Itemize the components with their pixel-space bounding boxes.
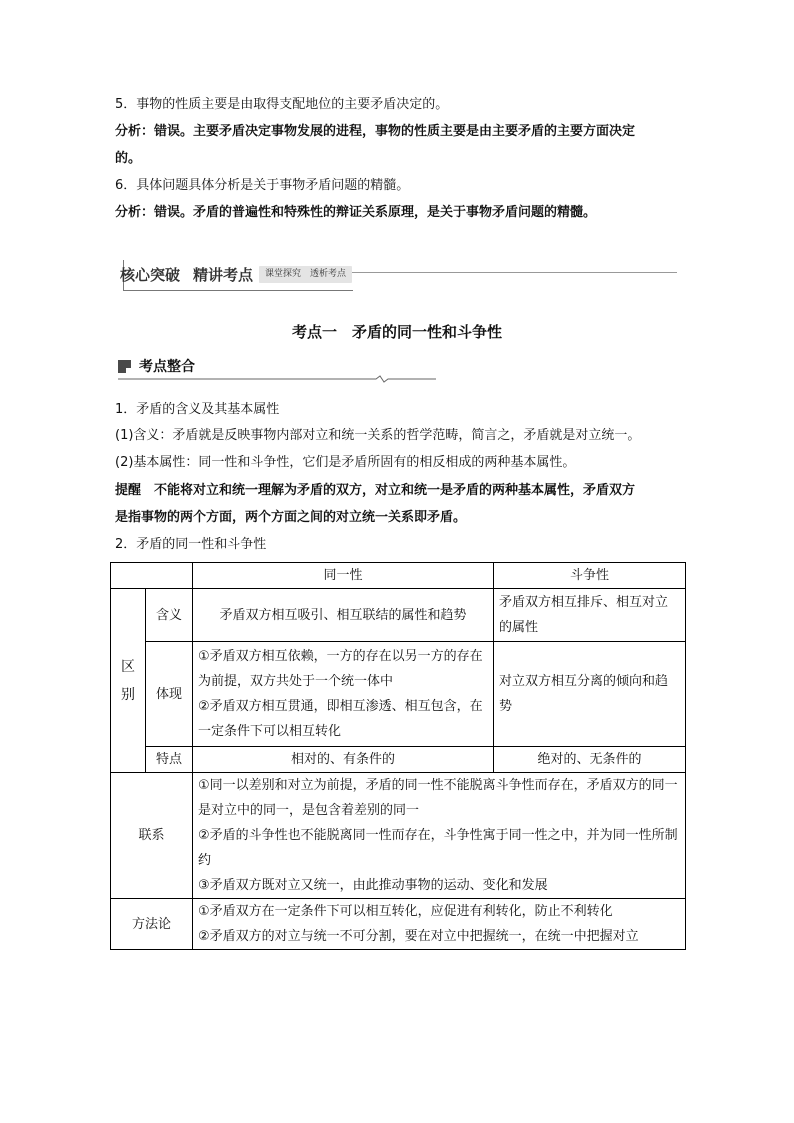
question-5: 5．事物的性质主要是由取得支配地位的主要矛盾决定的。 <box>115 97 449 112</box>
feature-identity: 相对的、有条件的 <box>193 747 494 773</box>
banner-rule <box>352 272 677 273</box>
meaning-identity: 矛盾双方相互吸引、相互联结的属性和趋势 <box>193 589 494 642</box>
comparison-table <box>110 562 686 950</box>
table-row-link <box>111 773 686 899</box>
header-identity: 同一性 <box>193 563 494 589</box>
manifest-identity-item-2: ②矛盾双方相互贯通，即相互渗透、相互包含，在一定条件下可以相互转化 <box>198 699 483 739</box>
banner-tag: 课堂探究 透析考点 <box>259 266 352 283</box>
section-title: 考点一 矛盾的同一性和斗争性 <box>291 323 502 341</box>
table-corner-cell <box>111 563 193 589</box>
table-row-method <box>111 899 686 950</box>
row-label-feature: 特点 <box>146 747 193 773</box>
section-banner <box>115 258 677 292</box>
link-item-3: ③矛盾双方既对立又统一，由此推动事物的运动、变化和发展 <box>198 878 548 893</box>
banner-title-points: 精讲考点 <box>193 266 254 284</box>
method-content <box>193 899 686 950</box>
feature-struggle: 绝对的、无条件的 <box>494 747 686 773</box>
method-item-1: ①矛盾双方在一定条件下可以相互转化，应促进有利转化，防止不利转化 <box>198 904 613 919</box>
meaning-struggle: 矛盾双方相互排斥、相互对立的属性 <box>494 589 686 642</box>
link-item-2: ②矛盾的斗争性也不能脱离同一性而存在，斗争性寓于同一性之中，并为同一性所制约 <box>198 828 678 868</box>
point-1: 1．矛盾的含义及其基本属性 <box>115 402 280 417</box>
row-label-link: 联系 <box>111 773 193 899</box>
point-1-meaning: (1)含义：矛盾就是反映事物内部对立和统一关系的哲学范畴，简言之，矛盾就是对立统一。 <box>115 428 641 443</box>
subheading-underline <box>118 374 436 384</box>
answer-5-line-1: 分析：错误。主要矛盾决定事物发展的进程，事物的性质主要是由主要矛盾的主要方面决定 <box>115 124 636 139</box>
banner-title-core: 核心突破 <box>120 266 181 284</box>
answer-6: 分析：错误。矛盾的普遍性和特殊性的辩证关系原理，是关于事物矛盾问题的精髓。 <box>115 205 597 220</box>
header-struggle: 斗争性 <box>494 563 686 589</box>
point-2: 2．矛盾的同一性和斗争性 <box>115 537 267 552</box>
answer-5-line-2: 的。 <box>115 151 142 166</box>
table-row-manifest <box>111 642 686 747</box>
row-label-method: 方法论 <box>111 899 193 950</box>
manifest-identity-item-1: ①矛盾双方相互依赖，一方的存在以另一方的存在为前提，双方共处于一个统一体中 <box>198 649 483 689</box>
point-1-attributes: (2)基本属性：同一性和斗争性，它们是矛盾所固有的相反相成的两种基本属性。 <box>115 455 576 470</box>
row-label-meaning: 含义 <box>146 589 193 642</box>
subheading <box>118 355 436 381</box>
subheading-text: 考点整合 <box>139 359 195 375</box>
tip-line-1: 提醒 不能将对立和统一理解为矛盾的双方，对立和统一是矛盾的两种基本属性，矛盾双方 <box>115 483 636 498</box>
group-label-char-2: 别 <box>121 686 135 703</box>
link-item-1: ①同一以差别和对立为前提，矛盾的同一性不能脱离斗争性而存在，矛盾双方的同一是对立中的同一，是包含着差别的同一 <box>198 778 678 818</box>
link-content <box>193 773 686 899</box>
question-6: 6．具体问题具体分析是关于事物矛盾问题的精髓。 <box>115 178 410 193</box>
manifest-struggle: 对立双方相互分离的倾向和趋势 <box>494 642 686 747</box>
tip-line-2: 是指事物的两个方面，两个方面之间的对立统一关系即矛盾。 <box>115 510 467 525</box>
table-row-meaning <box>111 589 686 642</box>
group-difference-cell <box>111 589 146 773</box>
method-item-2: ②矛盾双方的对立与统一不可分割，要在对立中把握统一，在统一中把握对立 <box>198 929 639 944</box>
row-label-manifest: 体现 <box>146 642 193 747</box>
table-row-feature <box>111 747 686 773</box>
square-bullet-icon <box>118 360 131 373</box>
manifest-identity <box>193 642 494 747</box>
table-header-row <box>111 563 686 589</box>
group-label-char-1: 区 <box>121 658 135 675</box>
